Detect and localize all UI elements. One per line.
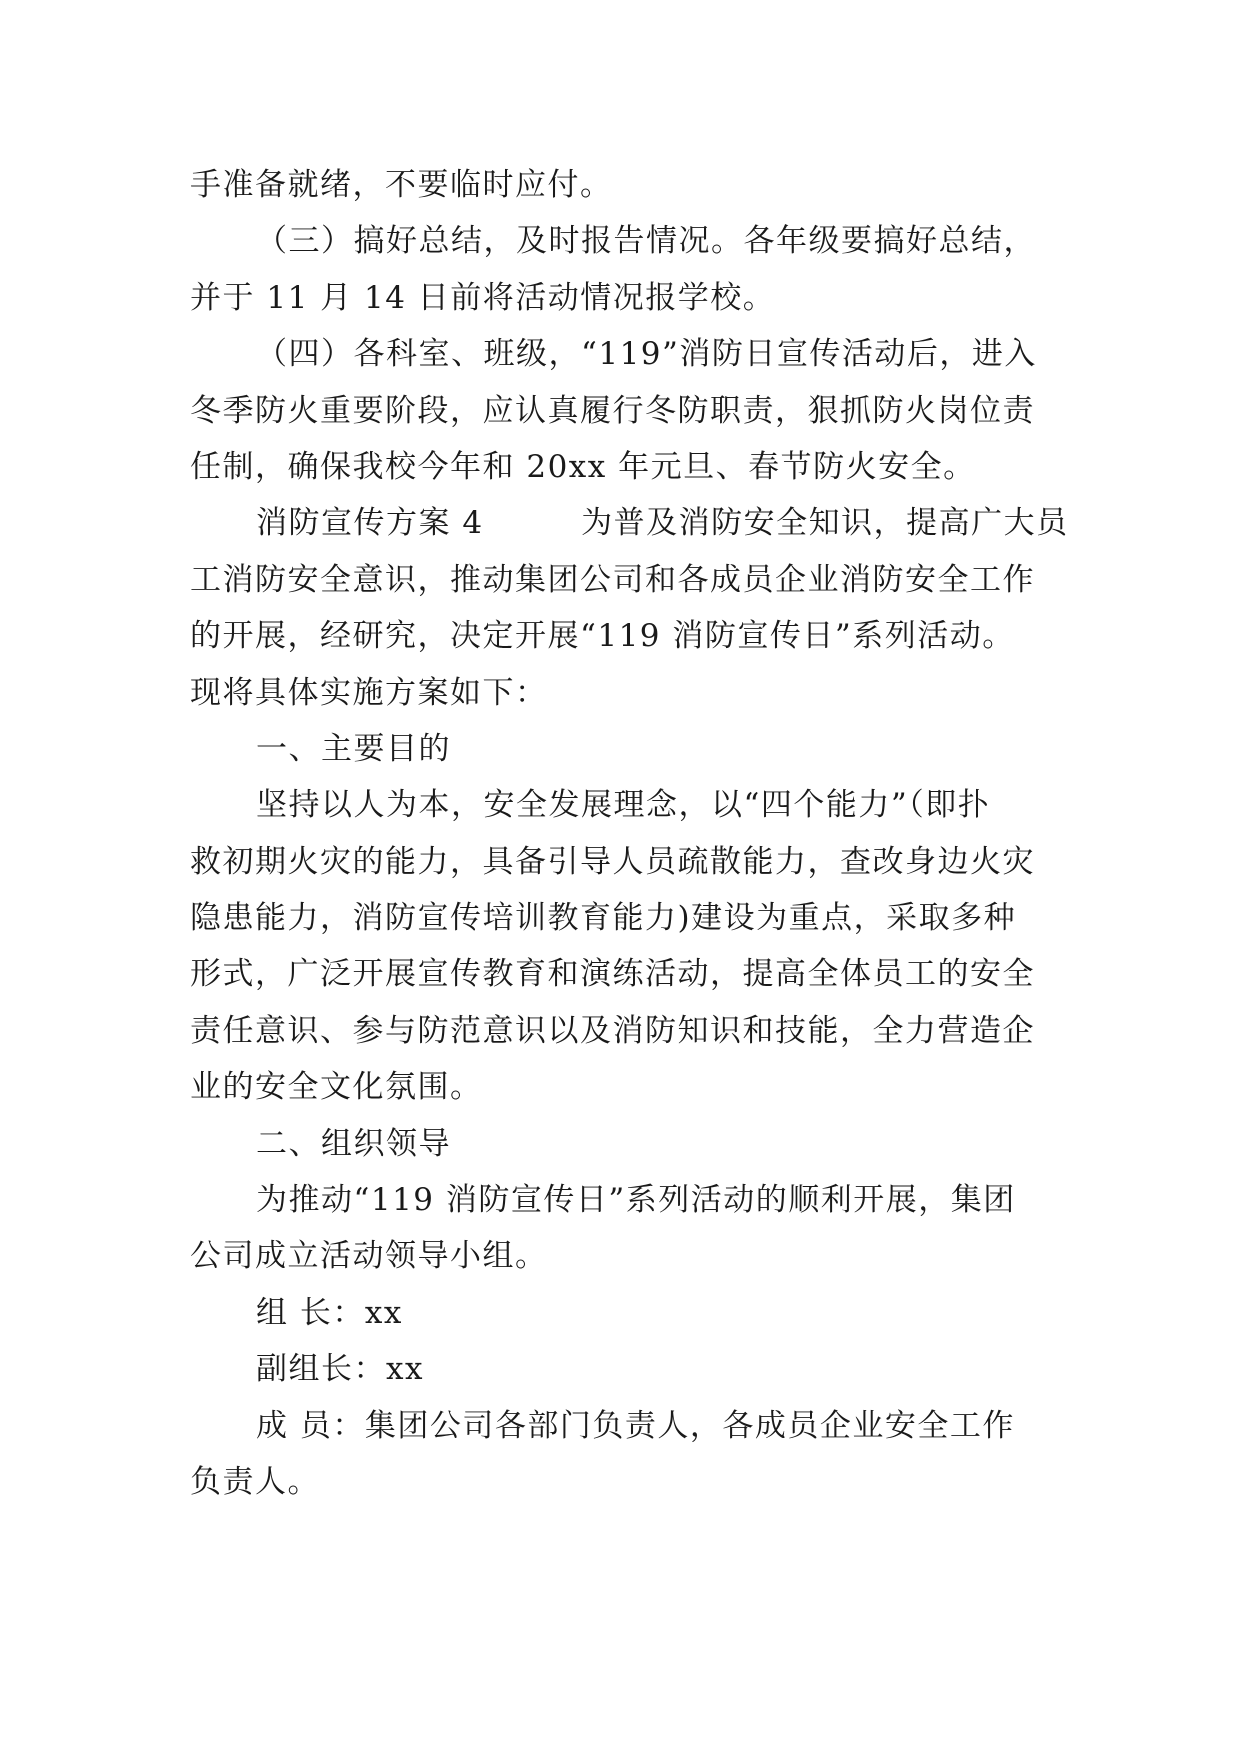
text-line: 任制，确保我校今年和 20xx 年元旦、春节防火安全。 — [190, 448, 976, 485]
text-line: 为推动“119 消防宣传日”系列活动的顺利开展，集团 — [256, 1182, 1016, 1219]
text-line: 坚持以人为本，安全发展理念，以“四个能力”（即扑 — [256, 787, 991, 824]
document-body — [190, 157, 1070, 1510]
text-line: 消防宣传方案 4 为普及消防安全知识，提高广大员 — [256, 505, 1069, 542]
text-line: 冬季防火重要阶段，应认真履行冬防职责，狠抓防火岗位责 — [190, 392, 1035, 429]
text-line: 并于 11 月 14 日前将活动情况报学校。 — [190, 279, 776, 316]
text-line: 成 员：集团公司各部门负责人，各成员企业安全工作 — [256, 1407, 1015, 1444]
section-heading: 二、组织领导 — [256, 1125, 451, 1162]
text-line: 组 长：xx — [256, 1294, 403, 1331]
text-line: 手准备就绪，不要临时应付。 — [190, 167, 613, 203]
text-line: 负责人。 — [190, 1463, 320, 1500]
text-line: （四）各科室、班级，“119”消防日宣传活动后，进入 — [256, 336, 1037, 373]
text-line: 救初期火灾的能力，具备引导人员疏散能力，查改身边火灾 — [190, 843, 1035, 880]
text-line: 隐患能力，消防宣传培训教育能力)建设为重点，采取多种 — [190, 900, 1017, 937]
section-heading: 一、主要目的 — [256, 730, 451, 767]
text-line: 现将具体实施方案如下： — [190, 674, 548, 711]
text-line: 副组长：xx — [256, 1351, 424, 1388]
text-line: 形式，广泛开展宣传教育和演练活动，提高全体员工的安全 — [190, 956, 1035, 993]
text-line: 的开展，经研究，决定开展“119 消防宣传日”系列活动。 — [190, 618, 1015, 655]
text-line: 工消防安全意识，推动集团公司和各成员企业消防安全工作 — [190, 561, 1035, 598]
text-line: 责任意识、参与防范意识以及消防知识和技能，全力营造企 — [190, 1012, 1035, 1049]
text-line: 业的安全文化氛围。 — [190, 1069, 483, 1106]
text-line: 公司成立活动领导小组。 — [190, 1238, 548, 1275]
text-line: （三）搞好总结，及时报告情况。各年级要搞好总结， — [256, 223, 1036, 260]
